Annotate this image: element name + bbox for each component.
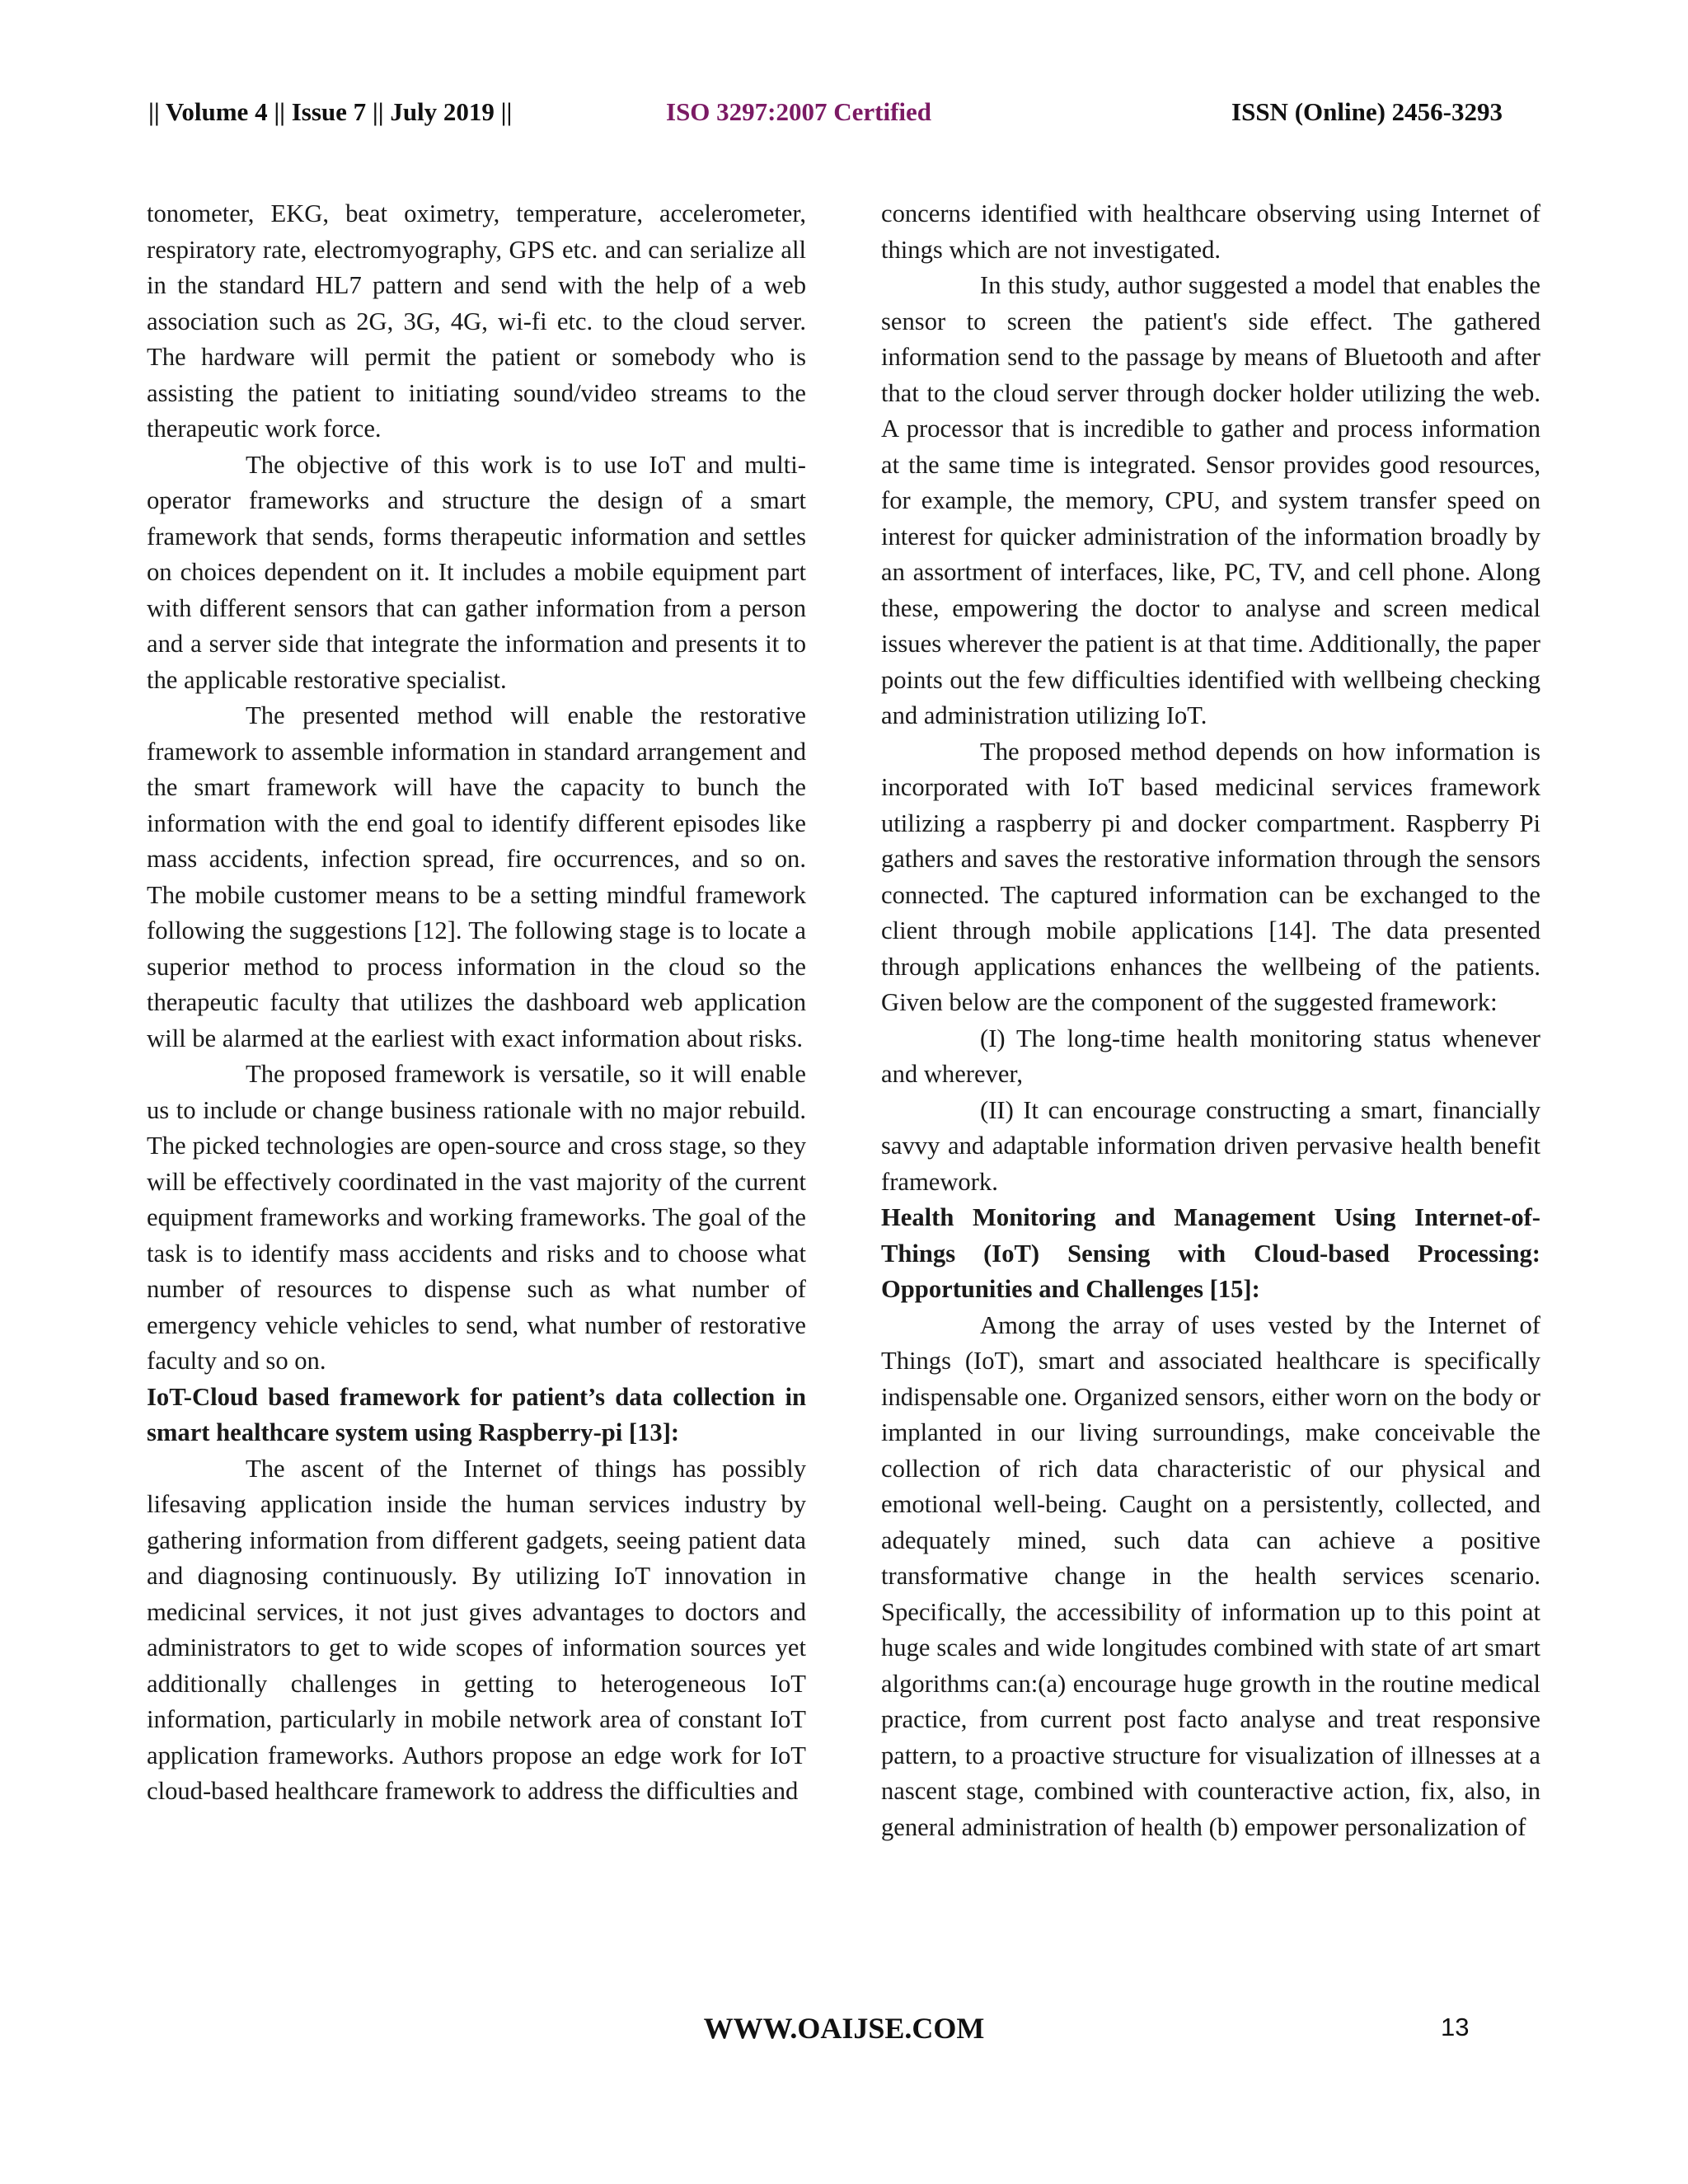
- paragraph: tonometer, EKG, beat oximetry, temperature, accelerometer, respiratory rate, electromyography, GPS etc. and can serialize all in the standard HL7 pattern and send with the help of a web association such as 2G, 3G, 4G, wi-fi etc. to the cloud server. The hardware will permit the patient or somebody who is assisting the patient to initiating sound/video streams to the therapeutic work force.: [147, 199, 806, 443]
- right-text-column: [881, 196, 1540, 1845]
- header-iso-certification: ISO 3297:2007 Certified: [666, 97, 932, 126]
- paragraph: The objective of this work is to use IoT and multi-operator frameworks and structure the design of a smart framework that sends, forms therapeutic information and settles on choices dependent on it. It includes a mobile equipment part with different sensors that can gather information from a person and a server side that integrate the information and presents it to the applicable restorative specialist.: [147, 450, 806, 694]
- header-volume-issue: || Volume 4 || Issue 7 || July 2019 ||: [148, 97, 513, 126]
- header-issn: ISSN (Online) 2456-3293: [1231, 97, 1503, 126]
- paragraph: concerns identified with healthcare observing using Internet of things which are not investigated.: [881, 199, 1540, 264]
- section-heading: Health Monitoring and Management Using Internet-of-Things (IoT) Sensing with Cloud-based Processing: Opportunities and Challenges [15]:: [881, 1203, 1540, 1303]
- page-number: 13: [1441, 2013, 1470, 2041]
- paragraph: The ascent of the Internet of things has possibly lifesaving application inside the human services industry by gathering information from different gadgets, seeing patient data and diagnosing continuously. By utilizing IoT innovation in medicinal services, it not just gives advantages to doctors and administrators to get to wide scopes of information sources yet additionally challenges in getting to heterogeneous IoT information, particularly in mobile network area of constant IoT application frameworks. Authors propose an edge work for IoT cloud-based healthcare framework to address the difficulties and: [147, 1454, 806, 1805]
- paragraph: Among the array of uses vested by the Internet of Things (IoT), smart and associated healthcare is specifically indispensable one. Organized sensors, either worn on the body or implanted in our living surroundings, make conceivable the collection of rich data characteristic of our physical and emotional well-being. Caught on a persistently, collected, and adequately mined, such data can achieve a positive transformative change in the health services scenario. Specifically, the accessibility of information up to this point at huge scales and wide longitudes combined with state of art smart algorithms can:(a) encourage huge growth in the routine medical practice, from current post facto analyse and treat responsive pattern, to a proactive structure for visualization of illnesses at a nascent stage, combined with counteractive action, fix, also, in general administration of health (b) empower personalization of: [881, 1310, 1540, 1841]
- left-text-column: [147, 196, 806, 1810]
- list-item: (II) It can encourage constructing a smart, financially savvy and adaptable information driven pervasive health benefit framework.: [881, 1095, 1540, 1196]
- list-item: (I) The long-time health monitoring status whenever and wherever,: [881, 1024, 1540, 1088]
- paragraph: The presented method will enable the restorative framework to assemble information in standard arrangement and the smart framework will have the capacity to bunch the information with the end goal to identify different episodes like mass accidents, infection spread, fire occurrences, and so on. The mobile customer means to be a setting mindful framework following the suggestions [12]. The following stage is to locate a superior method to process information in the cloud so the therapeutic faculty that utilizes the dashboard web application will be alarmed at the earliest with exact information about risks.: [147, 701, 806, 1052]
- paragraph: The proposed method depends on how information is incorporated with IoT based medicinal services framework utilizing a raspberry pi and docker compartment. Raspberry Pi gathers and saves the restorative information through the sensors connected. The captured information can be exchanged to the client through mobile applications [14]. The data presented through applications enhances the wellbeing of the patients. Given below are the component of the suggested framework:: [881, 737, 1540, 1016]
- paragraph: The proposed framework is versatile, so it will enable us to include or change business rationale with no major rebuild. The picked technologies are open-source and cross stage, so they will be effectively coordinated in the vast majority of the current equipment frameworks and working frameworks. The goal of the task is to identify mass accidents and risks and to choose what number of resources to dispense such as what number of emergency vehicle vehicles to send, what number of restorative faculty and so on.: [147, 1060, 806, 1375]
- footer-website-url: WWW.OAIJSE.COM: [703, 2012, 985, 2045]
- section-heading: IoT-Cloud based framework for patient’s data collection in smart healthcare system using Raspberry-pi [13]:: [147, 1382, 806, 1446]
- paragraph: In this study, author suggested a model that enables the sensor to screen the patient's side effect. The gathered information send to the passage by means of Bluetooth and after that to the cloud server through docker holder utilizing the web. A processor that is incredible to gather and process information at the same time is integrated. Sensor provides good resources, for example, the memory, CPU, and system transfer speed on interest for quicker administration of the information broadly by an assortment of interfaces, like, PC, TV, and cell phone. Along these, empowering the doctor to analyse and screen medical issues wherever the patient is at that time. Additionally, the paper points out the few difficulties identified with wellbeing checking and administration utilizing IoT.: [881, 271, 1540, 729]
